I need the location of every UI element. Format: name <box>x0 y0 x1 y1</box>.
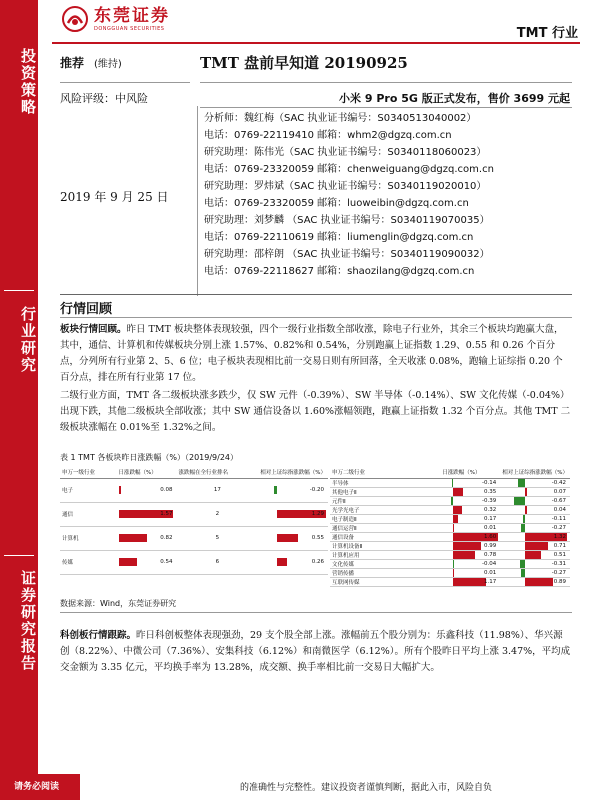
paragraph-market-review <box>60 322 572 386</box>
table-row <box>330 541 570 550</box>
table-cell-value: 0.54 <box>160 559 173 565</box>
value-bar <box>453 578 486 586</box>
industry-name: 互联网传媒 <box>330 577 440 586</box>
brand-name-cn: 东莞证券 <box>94 6 170 26</box>
value-bar <box>520 560 525 568</box>
industry-name: 计算机设备Ⅱ <box>330 541 440 550</box>
table-cell-value: -0.27 <box>551 524 566 531</box>
rank-cell: 2 <box>177 502 259 526</box>
paragraph-lead: 科创板行情跟踪。 <box>60 630 137 641</box>
table-cell-bar <box>440 523 500 532</box>
paragraph-lead: 板块行情回顾。 <box>60 324 127 335</box>
report-subtitle: 小米 9 Pro 5G 版正式发布，售价 3699 元起 <box>339 92 570 105</box>
table-cell-value: -0.42 <box>551 479 566 486</box>
table-row <box>60 550 328 574</box>
table-header: 相对上证综指涨跌幅（%） <box>258 466 328 478</box>
table-row <box>330 496 570 505</box>
value-bar <box>119 534 148 542</box>
industry-tag: TMT 行业 <box>516 26 578 41</box>
value-bar <box>451 497 454 505</box>
value-bar <box>453 506 462 514</box>
table-cell-bar <box>500 496 570 505</box>
rank-cell: 6 <box>177 550 259 574</box>
industry-name: 计算机应用 <box>330 550 440 559</box>
table-row <box>330 550 570 559</box>
table-cell-bar <box>500 478 570 487</box>
table-cell-bar <box>500 514 570 523</box>
footer-disclaimer: 的准确性与完整性。建议投资者谨慎判断，据此入市，风险自负 <box>240 783 493 793</box>
table-cell-value: 0.35 <box>484 488 497 495</box>
table-cell-value: -0.27 <box>551 569 566 576</box>
table-cell-bar <box>440 487 500 496</box>
industry-name: 营销传播 <box>330 568 440 577</box>
table-cell-value: -0.04 <box>482 560 497 567</box>
value-bar <box>277 558 287 566</box>
paragraph-text: 昨日科创板整体表现强劲，29 支个股全部上涨。涨幅前五个股分别为：乐鑫科技（11.98%）、华兴源创（8.22%）、中微公司（7.36%）、安集科技（6.12%）和南微医学（6.12%）。所有个股昨日平均上涨 3.47%，平均成交金额为 3.35 亿元，平均换手率为 13.28%，成交额、换手率相比前一交易日大幅扩大。 <box>60 630 571 673</box>
table-row <box>330 478 570 487</box>
industry-name: 通信 <box>60 502 117 526</box>
table-cell-value: 1.17 <box>484 578 497 585</box>
table-cell-value: 0.32 <box>484 506 497 513</box>
paragraph-secondary <box>60 388 572 436</box>
table-cell-value: 0.71 <box>553 542 566 549</box>
table-row <box>60 502 328 526</box>
industry-name: 计算机 <box>60 526 117 550</box>
value-bar <box>452 479 453 487</box>
table-cell-bar <box>440 541 500 550</box>
header-rule <box>52 42 580 44</box>
industry-name: 通信设备 <box>330 532 440 541</box>
analyst-block <box>204 110 564 144</box>
table-cell-bar <box>440 568 500 577</box>
value-bar <box>525 506 526 514</box>
table-cell-bar <box>258 526 328 550</box>
rating-label: 推荐 <box>60 56 85 70</box>
value-bar <box>119 486 122 494</box>
table-header: 日涨跌幅（%） <box>440 466 500 478</box>
table-cell-bar <box>500 559 570 568</box>
paragraph-text: 二级行业方面，TMT 各二级板块涨多跌少，仅 SW 元件（-0.39%）、SW 半导体（-0.14%）、SW 文化传媒（-0.04%）出现下跌，其他二级板块全部收涨；其中 SW 通信设备以 1.60%涨幅领跑，跑赢上证指数 1.32 个百分点。其他 TMT 二级板块涨幅在 0.01%至 1.32%之间。 <box>60 390 571 433</box>
value-bar <box>525 578 553 586</box>
table-cell-value: 0.99 <box>484 542 497 549</box>
table-cell-bar <box>117 550 177 574</box>
analyst-block <box>204 178 564 212</box>
section-title: 行情回顾 <box>60 302 113 317</box>
table-cell-bar <box>117 526 177 550</box>
table-header: 申万一级行业 <box>60 466 117 478</box>
table-cell-bar <box>440 550 500 559</box>
table-level2 <box>330 466 570 587</box>
table-cell-bar <box>500 568 570 577</box>
sidebar-label-strategy: 投资策略 <box>19 48 37 116</box>
divider <box>200 82 572 83</box>
rating <box>60 54 122 71</box>
brand-logo <box>62 6 170 32</box>
table-cell-value: 1.60 <box>484 533 497 540</box>
table-cell-bar <box>440 577 500 586</box>
table-cell-bar <box>258 550 328 574</box>
divider <box>60 294 572 295</box>
table-cell-bar <box>440 496 500 505</box>
table-cell-value: 0.78 <box>484 551 497 558</box>
report-title: TMT 盘前早知道 20190925 <box>200 54 408 72</box>
table-cell-value: 0.51 <box>553 551 566 558</box>
paragraph-star-market <box>60 628 572 676</box>
table-cell-value: 1.32 <box>553 533 566 540</box>
table-cell-value: 0.04 <box>553 506 566 513</box>
value-bar <box>453 542 481 550</box>
analyst-name: 研究助理：邵梓朗 （SAC 执业证书编号：S0340119090032） <box>204 249 490 260</box>
table-row <box>330 505 570 514</box>
analyst-block <box>204 212 564 246</box>
table-row <box>60 478 328 502</box>
footer-label: 请务必阅读 <box>0 774 80 800</box>
table-cell-bar <box>440 478 500 487</box>
table-cell-value: 0.01 <box>484 569 497 576</box>
table-cell-value: -0.14 <box>482 479 497 486</box>
table-header: 申万二级行业 <box>330 466 440 478</box>
divider <box>60 317 572 318</box>
rank-cell: 17 <box>177 478 259 502</box>
table-cell-value: -0.39 <box>482 497 497 504</box>
table-cell-bar <box>258 478 328 502</box>
table-row <box>330 487 570 496</box>
value-bar <box>525 488 527 496</box>
analyst-contact: 电话：0769-22118627 邮箱：shaozilang@dgzq.com.cn <box>204 266 475 277</box>
industry-name: 元件Ⅱ <box>330 496 440 505</box>
industry-name: 半导体 <box>330 478 440 487</box>
table-cell-value: -0.11 <box>551 515 566 522</box>
divider <box>60 612 572 613</box>
table-row <box>330 514 570 523</box>
table-cell-bar <box>500 577 570 586</box>
table-cell-value: -0.67 <box>551 497 566 504</box>
table-cell-value: 0.08 <box>160 487 173 493</box>
industry-name: 通信运营Ⅱ <box>330 523 440 532</box>
value-bar <box>453 488 463 496</box>
value-bar <box>525 542 547 550</box>
table-cell-bar <box>258 502 328 526</box>
table-row <box>330 523 570 532</box>
industry-name: 光学光电子 <box>330 505 440 514</box>
value-bar <box>453 551 475 559</box>
analyst-contact: 电话：0769-23320059 邮箱：chenweiguang@dgzq.com.cn <box>204 164 494 175</box>
table-row <box>330 532 570 541</box>
analyst-name: 分析师：魏红梅（SAC 执业证书编号：S0340513040002） <box>204 113 477 124</box>
table-cell-value: 0.07 <box>553 488 566 495</box>
table-cell-value: 1.29 <box>311 511 324 517</box>
rating-sub: (维持) <box>94 59 122 70</box>
table-cell-bar <box>117 502 177 526</box>
value-bar <box>518 479 525 487</box>
table-cell-value: 0.55 <box>311 535 324 541</box>
table-cell-value: 0.01 <box>484 524 497 531</box>
data-source: 数据来源：Wind，东莞证券研究 <box>60 599 177 608</box>
industry-name: 电子制造Ⅱ <box>330 514 440 523</box>
table-cell-value: -0.31 <box>551 560 566 567</box>
footer <box>0 774 600 800</box>
analyst-contact: 电话：0769-23320059 邮箱：luoweibin@dgzq.com.cn <box>204 198 469 209</box>
table-caption: 表 1 TMT 各板块昨日涨跌幅（%）（2019/9/24） <box>60 453 239 462</box>
sidebar-divider <box>4 290 34 291</box>
report-date: 2019 年 9 月 25 日 <box>60 190 169 204</box>
analyst-name: 研究助理：刘梦麟 （SAC 执业证书编号：S0340119070035） <box>204 215 490 226</box>
brand-emblem-icon <box>62 6 88 32</box>
table-cell-bar <box>500 523 570 532</box>
value-bar <box>514 497 525 505</box>
table-cell-bar <box>117 478 177 502</box>
value-bar <box>453 515 458 523</box>
value-bar <box>525 551 541 559</box>
paragraph-text: 昨日 TMT 板块整体表现较强，四个一级行业指数全部收涨，除电子行业外，其余三个板块均跑赢大盘，其中，通信、计算机和传媒板块分别上涨 1.57%、0.82%和 0.54%，分别跑赢上证指数 1.29、0.55 和 0.26 个百分点，分列所有行业第 2、5、6 位；电子板块表现相比前一交易日则有所回落，全天收涨 0.08%，跑输上证综指 0.20 个百分点，排在所有行业第 17 位。 <box>60 324 564 383</box>
column-divider <box>197 106 198 296</box>
analyst-name: 研究助理：陈伟光（SAC 执业证书编号：S0340118060023） <box>204 147 487 158</box>
sidebar-divider <box>4 555 34 556</box>
brand-name-en: DONGGUAN SECURITIES <box>94 26 165 32</box>
table-cell-bar <box>500 505 570 514</box>
value-bar <box>523 515 525 523</box>
sidebar-label-industry: 行业研究 <box>19 306 37 374</box>
analyst-block <box>204 144 564 178</box>
table-row <box>330 577 570 586</box>
value-bar <box>521 524 526 532</box>
table-header: 相对上证综指涨跌幅（%） <box>500 466 570 478</box>
analyst-contact: 电话：0769-22110619 邮箱：liumenglin@dgzq.com.cn <box>204 232 474 243</box>
divider <box>60 82 190 83</box>
table-header: 日涨跌幅（%） <box>117 466 177 478</box>
divider <box>200 107 572 108</box>
table-cell-value: 1.57 <box>160 511 173 517</box>
table-row <box>330 568 570 577</box>
analyst-name: 研究助理：罗炜斌（SAC 执业证书编号：S0340119020010） <box>204 181 487 192</box>
sidebar-label-report: 证券研究报告 <box>19 570 37 672</box>
rank-cell: 5 <box>177 526 259 550</box>
table-cell-value: 0.89 <box>553 578 566 585</box>
table-cell-bar <box>500 550 570 559</box>
value-bar <box>274 486 277 494</box>
table-level1 <box>60 466 328 575</box>
table-cell-value: 0.26 <box>311 559 324 565</box>
analyst-contact: 电话：0769-22119410 邮箱：whm2@dgzq.com.cn <box>204 130 452 141</box>
industry-name: 电子 <box>60 478 117 502</box>
value-bar <box>119 558 138 566</box>
analyst-block <box>204 246 564 280</box>
table-row <box>330 559 570 568</box>
industry-name: 文化传媒 <box>330 559 440 568</box>
table-cell-bar <box>440 559 500 568</box>
table-cell-bar <box>440 532 500 541</box>
table-cell-bar <box>500 532 570 541</box>
table-cell-bar <box>500 541 570 550</box>
industry-name: 传媒 <box>60 550 117 574</box>
sidebar <box>0 0 38 800</box>
risk-rating: 风险评级：中风险 <box>60 92 148 105</box>
table-row <box>60 526 328 550</box>
industry-name: 其他电子Ⅱ <box>330 487 440 496</box>
table-cell-bar <box>440 505 500 514</box>
table-cell-bar <box>500 487 570 496</box>
value-bar <box>277 534 298 542</box>
table-cell-value: 0.17 <box>484 515 497 522</box>
value-bar <box>521 569 526 577</box>
table-header: 涨跌幅在全行业排名 <box>177 466 259 478</box>
table-cell-bar <box>440 514 500 523</box>
table-cell-value: -0.20 <box>309 487 324 493</box>
table-cell-value: 0.82 <box>160 535 173 541</box>
